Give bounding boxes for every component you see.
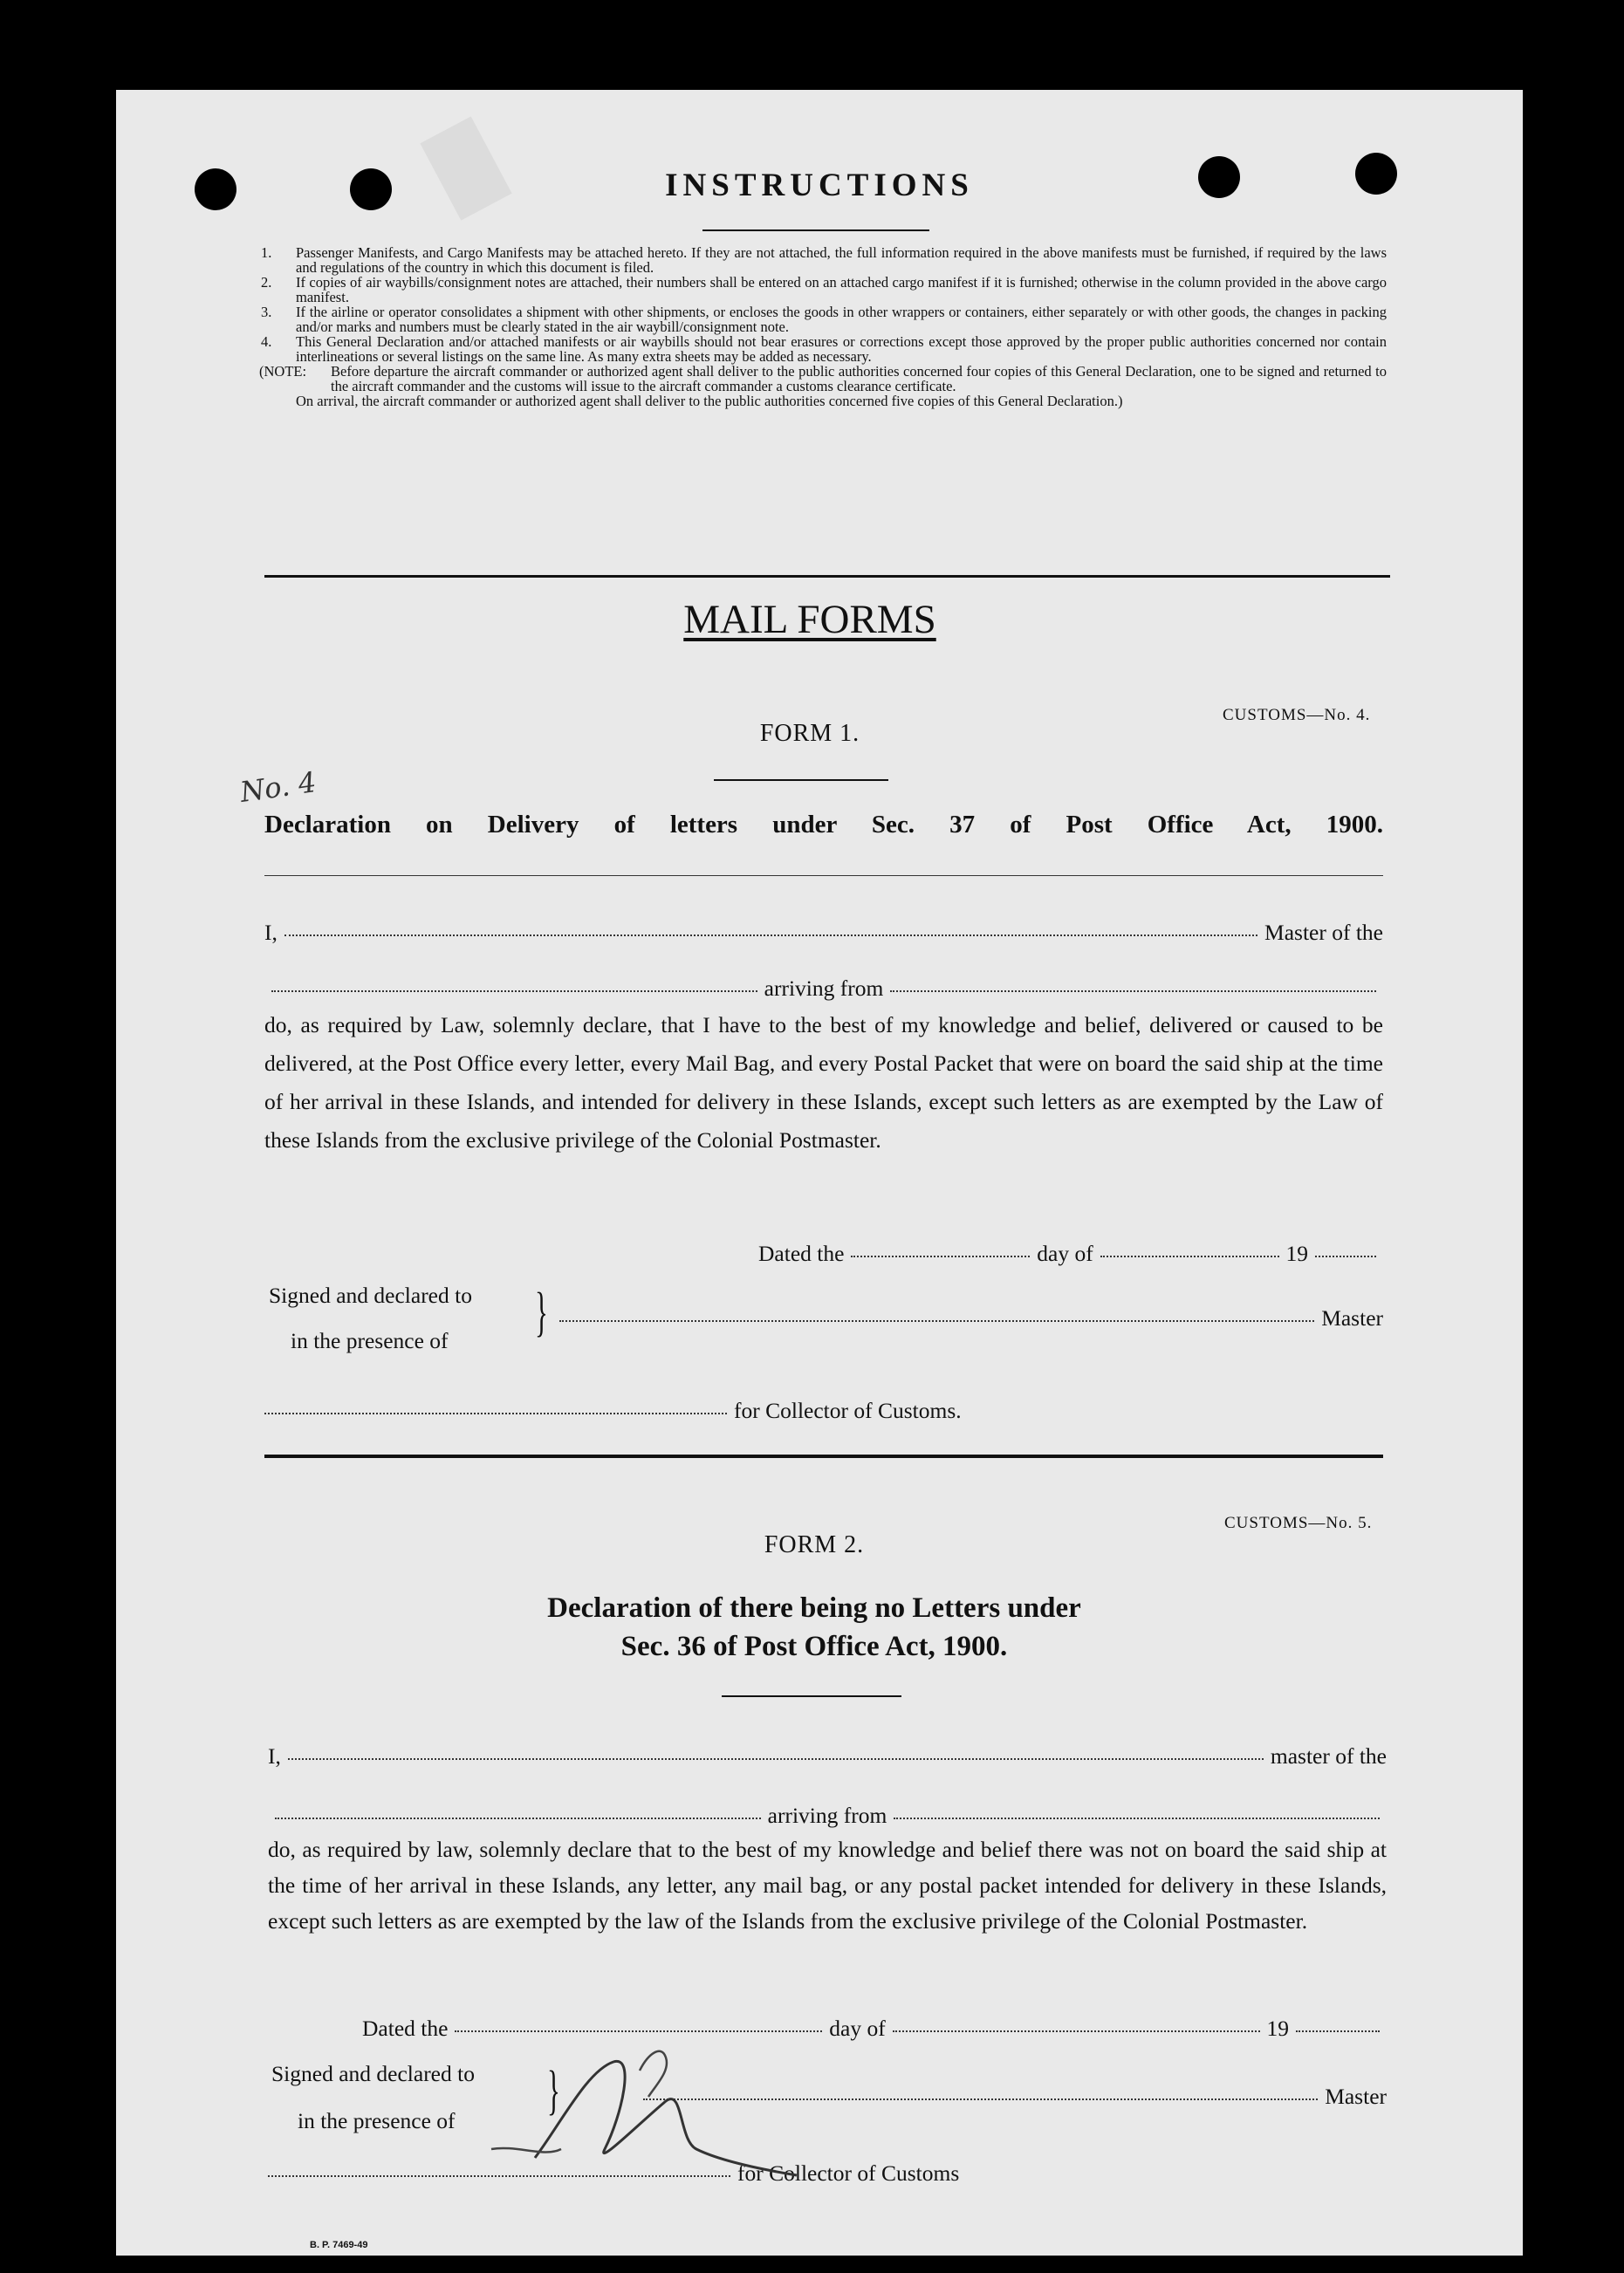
form2-customs-number: CUSTOMS—No. 5.	[1224, 1514, 1373, 1532]
instruction-note: (NOTE: Before departure the aircraft commander or authorized agent shall deliver to the public authorities concerned four copies of this General Declaration, one to be signed and returned to the aircraft commander and the customs will issue to the aircraft commander a customs clearance certificate. On arrival, the aircraft commander or authorized agent shall deliver to the public authorities concerned five copies of this General Declaration.)	[259, 363, 1387, 409]
form2-year-field[interactable]	[1296, 2030, 1380, 2032]
form1-collector-field[interactable]	[264, 1412, 727, 1414]
form2-arriving-from-field[interactable]	[894, 1817, 1380, 1819]
master-name-field[interactable]	[284, 934, 1257, 936]
form2-title-line2: Sec. 36 of Post Office Act, 1900.	[620, 1631, 1008, 1662]
form2-master-name-field[interactable]	[288, 1757, 1264, 1760]
form1-month-field[interactable]	[1100, 1255, 1279, 1257]
instruction-item: 1. Passenger Manifests, and Cargo Manifests may be attached hereto. If they are not attached, the full information required in the above manifests must be furnished, if required by the laws and regulations of the country in which this document is filed.	[261, 244, 1387, 276]
form2-collector-line: for Collector of Customs	[268, 2154, 1141, 2193]
form2-brace: }	[547, 2061, 560, 2120]
form1-title-rule	[264, 875, 1383, 876]
instructions-title: INSTRUCTIONS	[665, 168, 974, 203]
form1-date-line: Dated the day of 19	[758, 1235, 1383, 1273]
instructions-title-rule	[702, 229, 929, 231]
form2-declaration-body: do, as required by law, solemnly declare that to the best of my knowledge and belief there was not on board the said ship at the time of her arrival in these Islands, any letter, any mail bag, or any postal packet intended for delivery in these Islands, except such letters as are exempted by the law of the Islands from the exclusive privilege of the Colonial Postmaster.	[268, 1837, 1387, 1934]
form1-year-field[interactable]	[1315, 1255, 1376, 1257]
form1-master-signature-line: Master	[552, 1299, 1383, 1338]
form2-signed-2: in the presence of	[298, 2108, 456, 2133]
form2-ship-name-field[interactable]	[275, 1817, 761, 1819]
form2-heading: FORM 2.	[764, 1531, 865, 1558]
instruction-item: 3. If the airline or operator consolidates a shipment with other shipments, or encloses the goods in other wrappers or containers, either separately or with other goods, the changes in packing and/or marks and numbers must be clearly stated in the air waybill/consignment note.	[261, 304, 1387, 335]
paper-sheet	[116, 90, 1523, 2256]
form1-title: Declaration on Delivery of letters under Sec. 37 of Post Office Act, 1900.	[264, 811, 1383, 839]
form1-signed-2: in the presence of	[291, 1328, 449, 1353]
form-divider	[264, 1455, 1383, 1458]
arriving-from-field[interactable]	[890, 989, 1376, 992]
form1-heading-rule	[714, 779, 888, 781]
form2-title-line1: Declaration of there being no Letters under	[547, 1592, 1081, 1624]
ship-name-field[interactable]	[271, 989, 757, 992]
form2-signed-1: Signed and declared to	[271, 2061, 475, 2086]
footer-form-code: B. P. 7469-49	[310, 2240, 368, 2250]
instruction-item: 2. If copies of air waybills/consignment notes are attached, their numbers shall be entered on an attached cargo manifest if it is furnished; otherwise in the column provided in the above cargo manifest.	[261, 274, 1387, 305]
form2-date-line: Dated the day of 19	[362, 2009, 1387, 2048]
form1-collector-line: for Collector of Customs.	[264, 1392, 1137, 1430]
handwritten-annotation: No. 4	[237, 765, 319, 809]
form1-master-signature-field[interactable]	[559, 1319, 1314, 1322]
form1-arriving-line: arriving from	[264, 969, 1383, 1008]
section-divider	[264, 575, 1390, 578]
instructions-list	[261, 245, 1387, 408]
form1-heading: FORM 1.	[759, 720, 860, 747]
form1-brace: }	[535, 1283, 548, 1342]
form2-month-field[interactable]	[893, 2030, 1260, 2032]
form1-day-field[interactable]	[851, 1255, 1030, 1257]
form1-master-line: I, Master of the	[264, 920, 1383, 945]
form2-master-signature-line: Master	[636, 2078, 1387, 2116]
instruction-item: 4. This General Declaration and/or attached manifests or air waybills should not bear erasures or corrections except those approved by the proper public authorities concerned nor contain interlineations or several listings on the same line. As many extra sheets may be added as necessary.	[261, 333, 1387, 365]
form2-title-rule	[722, 1695, 901, 1697]
form2-arriving-line: arriving from	[268, 1797, 1387, 1835]
form1-declaration-body: do, as required by Law, solemnly declare, that I have to the best of my knowledge and belief, delivered or caused to be delivered, at the Post Office every letter, every Mail Bag, and every Postal Packet that were on board the said ship at the time of her arrival in these Islands, and intended for delivery in these Islands, except such letters as are exempted by the Law of these Islands from the exclusive privilege of the Colonial Postmaster.	[264, 1012, 1383, 1153]
form2-master-line: I, master of the	[268, 1743, 1387, 1769]
mail-forms-title: MAIL FORMS	[683, 597, 936, 642]
form1-signed-1: Signed and declared to	[269, 1283, 472, 1308]
handwritten-signature	[483, 2018, 814, 2184]
form1-customs-number: CUSTOMS—No. 4.	[1223, 706, 1371, 724]
